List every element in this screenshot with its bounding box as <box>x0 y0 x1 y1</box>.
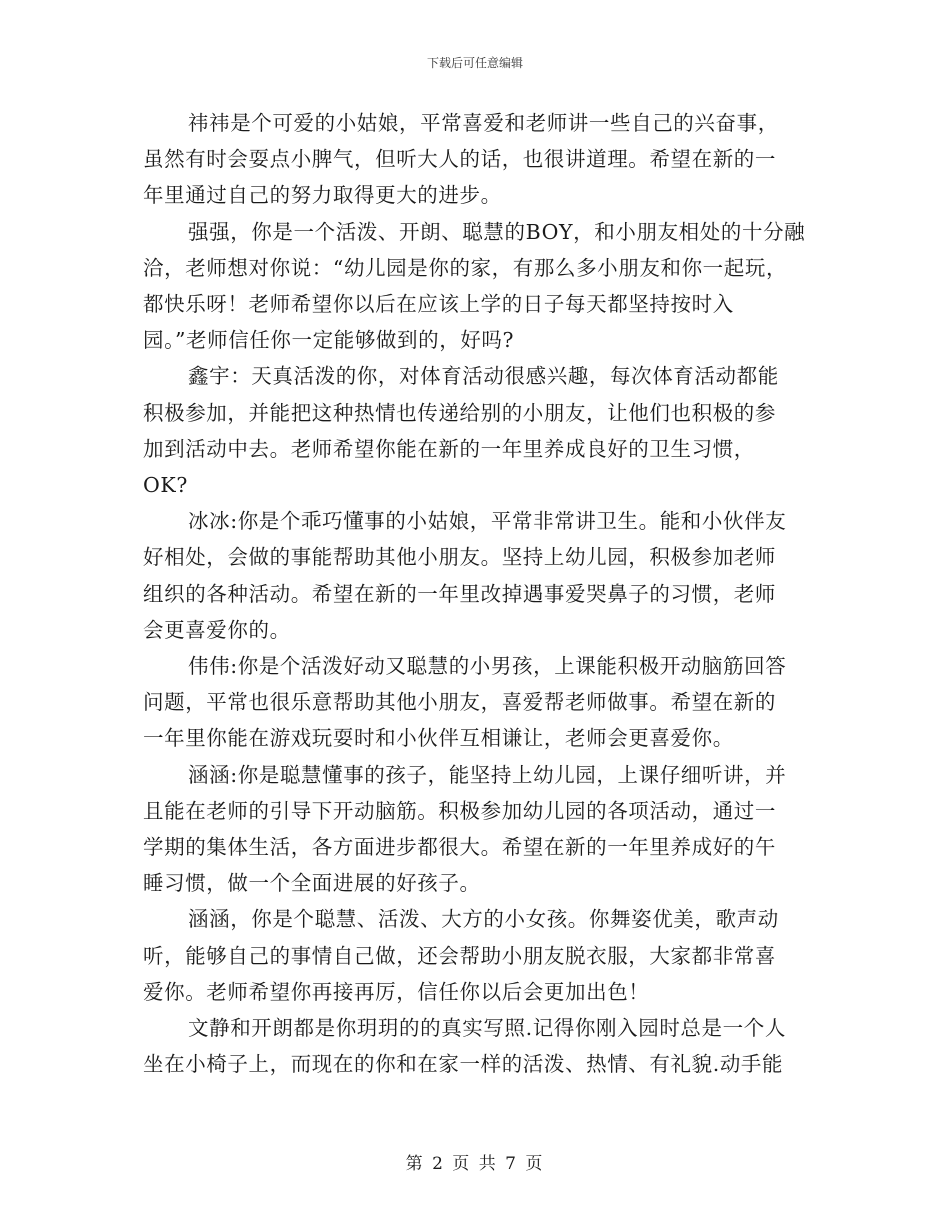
paragraph-line: 组织的各种活动。希望在新的一年里改掉遇事爱哭鼻子的习惯，老师 <box>143 581 776 606</box>
paragraph-line: 加到活动中去。老师希望你能在新的一年里养成良好的卫生习惯， <box>143 436 755 461</box>
page-number: 第 2 页 共 7 页 <box>405 1154 545 1174</box>
paragraph-line: 伟伟:你是个活泼好动又聪慧的小男孩，上课能积极开动脑筋回答 <box>188 654 787 679</box>
paragraph-line: 文静和开朗都是你玥玥的的真实写照.记得你刚入园时总是一个人 <box>188 1016 786 1041</box>
paragraph-line: 好相处，会做的事能帮助其他小朋友。坚持上幼儿园，积极参加老师 <box>143 545 776 570</box>
paragraph-line: 祎祎是个可爱的小姑娘，平常喜爱和老师讲一些自己的兴奋事， <box>188 111 779 135</box>
paragraph-line: 鑫宇：天真活泼的你，对体育活动很感兴趣，每次体育活动都能 <box>188 364 779 389</box>
paragraph-1 <box>143 105 811 214</box>
paragraph-line: 强强，你是一个活泼、开朗、聪慧的BOY，和小朋友相处的十分融 <box>188 219 806 244</box>
document-body <box>143 105 811 1082</box>
paragraph-line: 涵涵:你是聪慧懂事的孩子，能坚持上幼儿园，上课仔细听讲，并 <box>188 762 787 787</box>
paragraph-line: 园。”老师信任你一定能够做到的，好吗? <box>143 328 515 353</box>
paragraph-line: 冰冰:你是个乖巧懂事的小姑娘，平常非常讲卫生。能和小伙伴友 <box>188 509 787 534</box>
paragraph-2 <box>143 214 811 359</box>
paragraph-line: 一年里你能在游戏玩耍时和小伙伴互相谦让，老师会更喜爱你。 <box>143 726 734 751</box>
paragraph-line: 会更喜爱你的。 <box>143 617 291 642</box>
paragraph-4 <box>143 503 811 648</box>
paragraph-line: 学期的集体生活，各方面进步都很大。希望在新的一年里养成好的午 <box>143 835 776 860</box>
paragraph-line: OK? <box>143 473 188 498</box>
paragraph-line: 且能在老师的引导下开动脑筋。积极参加幼儿园的各项活动，通过一 <box>143 798 776 823</box>
paragraph-3 <box>143 358 811 503</box>
paragraph-7 <box>143 901 811 1010</box>
paragraph-8 <box>143 1010 811 1082</box>
paragraph-line: 坐在小椅子上，而现在的你和在家一样的活泼、热情、有礼貌.动手能 <box>143 1052 784 1077</box>
paragraph-line: 年里通过自己的努力取得更大的进步。 <box>143 183 502 208</box>
paragraph-line: 洽，老师想对你说：“幼儿园是你的家，有那么多小朋友和你一起玩， <box>143 255 788 280</box>
paragraph-line: 听，能够自己的事情自己做，还会帮助小朋友脱衣服，大家都非常喜 <box>143 943 776 968</box>
paragraph-line: 涵涵，你是个聪慧、活泼、大方的小女孩。你舞姿优美，歌声动 <box>188 907 779 932</box>
page-header: 下载后可任意编辑 <box>426 56 523 70</box>
paragraph-line: 睡习惯，做一个全面进展的好孩子。 <box>143 871 481 896</box>
paragraph-line: 积极参加，并能把这种热情也传递给别的小朋友，让他们也积极的参 <box>143 400 776 425</box>
paragraph-line: 问题，平常也很乐意帮助其他小朋友，喜爱帮老师做事。希望在新的 <box>143 690 776 715</box>
paragraph-6 <box>143 757 811 902</box>
paragraph-line: 虽然有时会耍点小脾气，但听大人的话，也很讲道理。希望在新的一 <box>143 147 776 172</box>
paragraph-line: 都快乐呀！老师希望你以后在应该上学的日子每天都坚持按时入 <box>143 292 734 317</box>
paragraph-line: 爱你。老师希望你再接再厉，信任你以后会更加出色！ <box>143 979 650 1004</box>
paragraph-5 <box>143 648 811 757</box>
